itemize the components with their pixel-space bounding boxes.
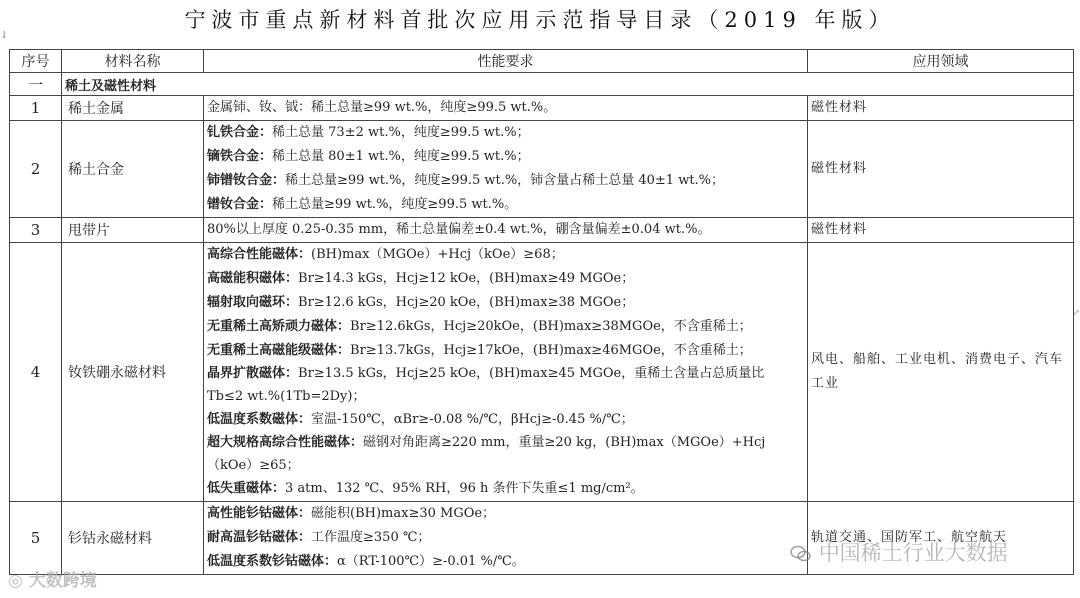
material-name: 甩带片	[62, 218, 204, 243]
row-number: 2	[10, 121, 62, 218]
header-application: 应用领域	[808, 50, 1074, 73]
row-number: 1	[10, 96, 62, 121]
requirement-text: 稀土总量≥99 wt.%，纯度≥99.5 wt.%，铈含量占稀土总量 40±1 wt.%；	[285, 173, 725, 188]
requirement-line	[207, 550, 804, 574]
application-field: 磁性材料	[808, 218, 1074, 243]
header-material-name: 材料名称	[62, 50, 204, 73]
watermark-left-text: 大数跨境	[28, 571, 97, 591]
requirement-label: 铈镨钕合金：	[207, 173, 286, 188]
requirement-label: 辐射取向磁环：	[207, 295, 299, 310]
requirement-line	[207, 218, 804, 242]
requirement-line	[207, 408, 804, 432]
requirement-label: 无重稀土高磁能级磁体：	[207, 343, 351, 358]
table-row	[10, 243, 1074, 502]
requirement-text: Br≥12.6 kGs，Hcj≥20 kOe，(BH)max≥38 MGOe；	[298, 295, 635, 310]
requirement-line	[207, 526, 804, 550]
table-row	[10, 121, 1074, 218]
edit-marker: ↓	[0, 30, 9, 41]
requirement-label: 低温度系数磁体：	[207, 412, 312, 427]
requirement-line	[207, 169, 804, 193]
row-number: 4	[10, 243, 62, 502]
requirement-text: 3 atm、132 ℃、95% RH，96 h 条件下失重≤1 mg/cm²。	[285, 481, 644, 496]
requirement-line	[207, 315, 804, 339]
header-requirements: 性能要求	[204, 50, 808, 73]
application-field: 轨道交通、国防军工、航空航天	[808, 502, 1074, 575]
requirement-text: 磁钢对角距离≥220 mm，重量≥20 kg，(BH)max（MGOe）+Hcj（kOe）≥65；	[207, 435, 766, 473]
requirement-text: 金属铈、钕、钺：稀土总量≥99 wt.%，纯度≥99.5 wt.%。	[207, 100, 557, 115]
requirement-text: 稀土总量 73±2 wt.%，纯度≥99.5 wt.%；	[272, 125, 530, 140]
requirement-label: 低失重磁体：	[207, 481, 286, 496]
requirement-label: 耐高温钐钴磁体：	[207, 530, 312, 545]
materials-table	[9, 49, 1074, 575]
watermark-left	[8, 566, 97, 591]
requirement-line	[207, 339, 804, 363]
header-index: 序号	[10, 50, 62, 73]
table-row	[10, 218, 1074, 243]
material-name: 稀土合金	[62, 121, 204, 218]
document-title: 宁波市重点新材料首批次应用示范指导目录（2019 年版）	[184, 8, 896, 32]
table-header-row	[10, 50, 1074, 73]
requirement-text: 磁能积(BH)max≥30 MGOe；	[311, 506, 496, 521]
requirement-line	[207, 243, 804, 267]
requirement-label: 镝铁合金：	[207, 149, 273, 164]
requirement-line	[207, 291, 804, 315]
row-number: 3	[10, 218, 62, 243]
section-row	[10, 73, 1074, 96]
row-number: 5	[10, 502, 62, 575]
requirement-line	[207, 121, 804, 145]
application-field: 风电、船舶、工业电机、消费电子、汽车工业	[808, 243, 1074, 502]
requirement-text: Br≥13.5 kGs，Hcj≥25 kOe，(BH)max≥45 MGOe，重稀土含量占总质量比 Tb≤2 wt.%(1Tb=2Dy)；	[207, 366, 765, 404]
requirements-cell	[204, 218, 808, 243]
requirement-text: Br≥13.7kGs，Hcj≥17kOe，(BH)max≥46MGOe，不含重稀土；	[350, 343, 752, 358]
requirement-label: 低温度系数钐钴磁体：	[207, 554, 338, 569]
requirement-line	[207, 193, 804, 217]
edge-marker: ↗	[1071, 308, 1080, 319]
requirement-line	[207, 432, 804, 477]
wechat-icon	[790, 545, 812, 563]
requirement-label: 高磁能积磁体：	[207, 271, 299, 286]
requirement-line	[207, 267, 804, 291]
requirement-text: (BH)max（MGOe）+Hcj（kOe）≥68；	[311, 247, 564, 262]
weibo-icon: ◎	[8, 571, 23, 591]
requirement-label: 高性能钐钴磁体：	[207, 506, 312, 521]
requirement-line	[207, 502, 804, 526]
requirements-cell	[204, 121, 808, 218]
requirement-label: 晶界扩散磁体：	[207, 366, 299, 381]
requirements-cell	[204, 243, 808, 502]
requirement-text: 室温-150℃，αBr≥-0.08 %/℃，βHcj≥-0.45 %/℃；	[311, 412, 634, 427]
requirement-line	[207, 477, 804, 501]
section-title: 稀土及磁性材料	[62, 73, 1074, 96]
requirement-text: 80%以上厚度 0.25-0.35 mm，稀土总量偏差±0.4 wt.%，硼含量偏差±0.04 wt.%。	[207, 222, 711, 237]
material-name: 钐钴永磁材料	[62, 502, 204, 575]
requirement-label: 超大规格高综合性能磁体：	[207, 435, 364, 450]
section-number: 一	[10, 73, 62, 96]
material-name: 钕铁硼永磁材料	[62, 243, 204, 502]
requirements-cell	[204, 96, 808, 121]
requirement-line	[207, 363, 804, 408]
requirement-text: Br≥12.6kGs，Hcj≥20kOe，(BH)max≥38MGOe，不含重稀土；	[350, 319, 752, 334]
requirement-text: Br≥14.3 kGs，Hcj≥12 kOe，(BH)max≥49 MGOe；	[298, 271, 635, 286]
application-field: 磁性材料	[808, 96, 1074, 121]
requirement-text: 稀土总量≥99 wt.%，纯度≥99.5 wt.%。	[272, 197, 518, 212]
material-name: 稀土金属	[62, 96, 204, 121]
requirement-text: α（RT-100℃）≥-0.01 %/℃。	[337, 554, 525, 569]
requirement-line	[207, 145, 804, 169]
requirement-label: 高综合性能磁体：	[207, 247, 312, 262]
requirement-text: 工作温度≥350 ℃；	[311, 530, 431, 545]
requirement-label: 镨钕合金：	[207, 197, 273, 212]
application-field: 磁性材料	[808, 121, 1074, 218]
requirement-text: 稀土总量 80±1 wt.%，纯度≥99.5 wt.%；	[272, 149, 530, 164]
requirement-label: 无重稀土高矫顽力磁体：	[207, 319, 351, 334]
watermark-right-text: 中国稀土行业大数据	[818, 541, 1008, 565]
requirement-label: 钆铁合金：	[207, 125, 273, 140]
watermark-right	[790, 537, 1008, 567]
requirements-cell	[204, 502, 808, 575]
requirement-line	[207, 96, 804, 120]
table-row	[10, 96, 1074, 121]
